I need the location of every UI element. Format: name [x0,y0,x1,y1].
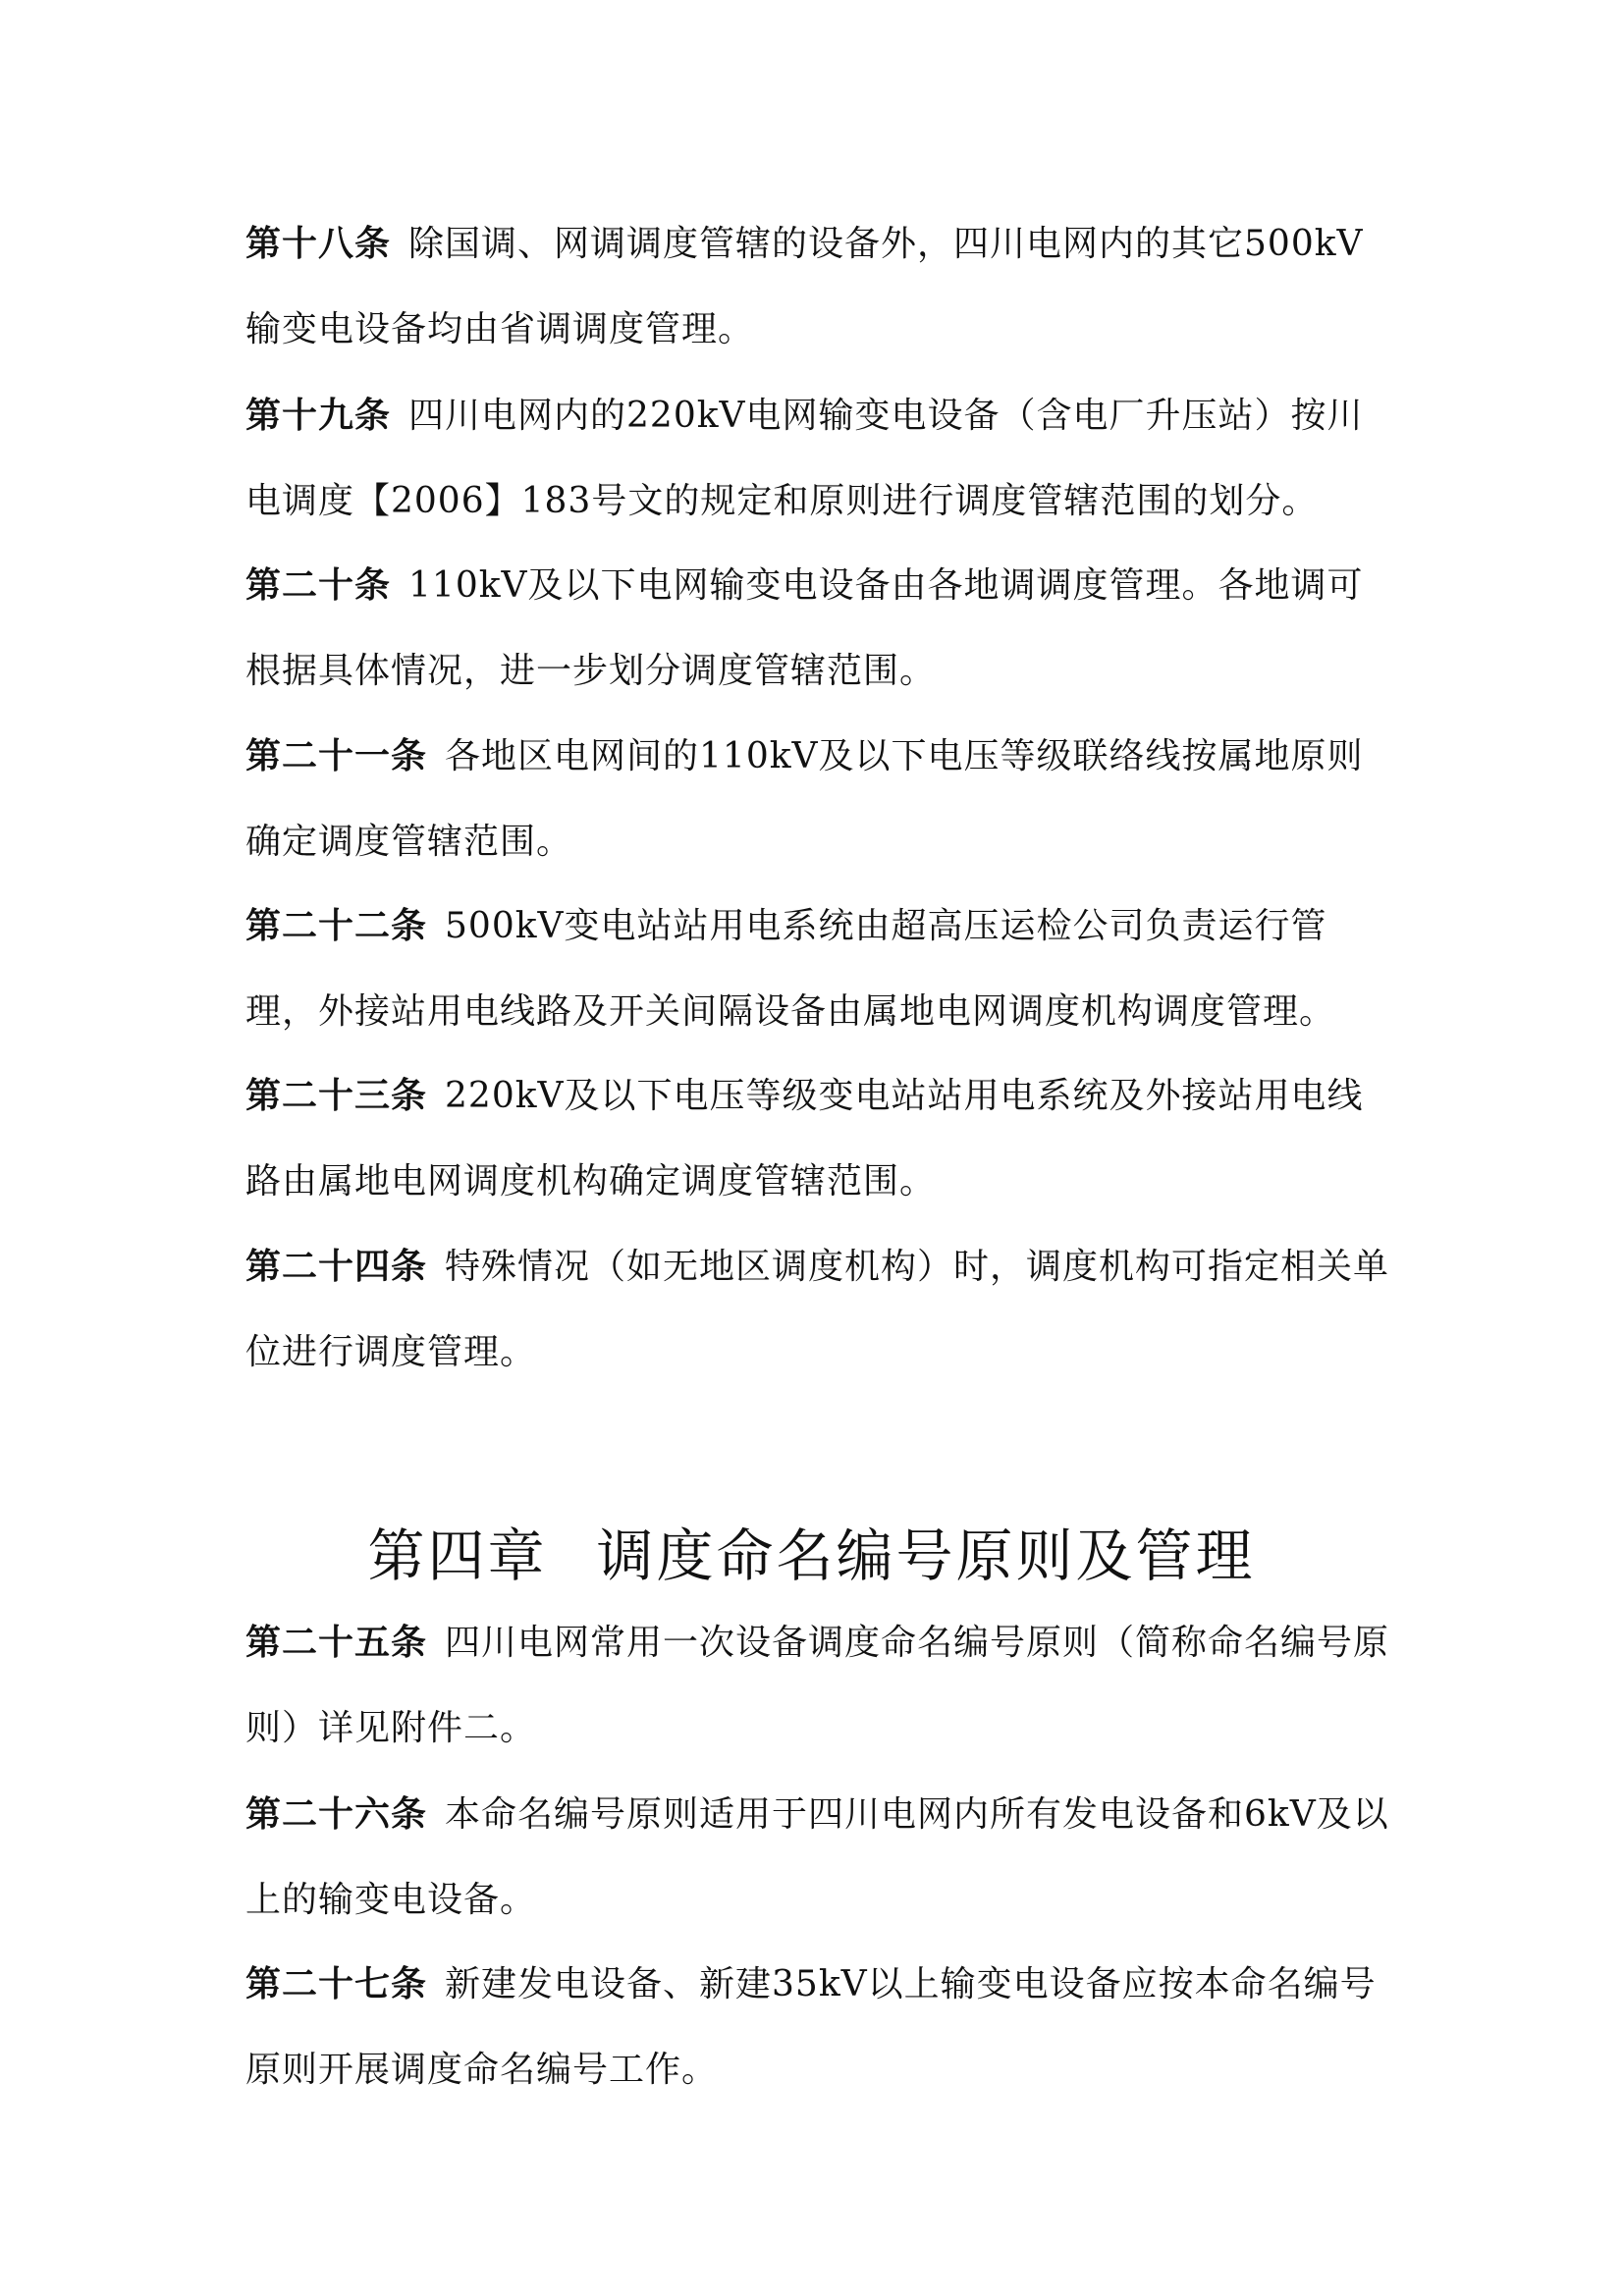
article-text: 新建发电设备、新建35kV以上输变电设备应按本命名编号原则开展调度命名编号工作。 [245,1964,1377,2090]
article-22 [245,883,1394,1054]
article-21 [245,714,1394,884]
chapter-title: 调度命名编号原则及管理 [596,1522,1256,1589]
article-number: 第二十六条 [245,1794,428,1835]
article-23 [245,1053,1394,1224]
chapter-heading [0,1517,1623,1595]
article-number: 第十九条 [245,396,392,436]
article-18 [245,201,1394,372]
article-text: 220kV及以下电压等级变电站站用电系统及外接站用电线路由属地电网调度机构确定调度管辖范围。 [245,1076,1364,1201]
article-number: 第二十七条 [245,1964,428,2004]
article-text: 本命名编号原则适用于四川电网内所有发电设备和6kV及以上的输变电设备。 [245,1794,1389,1920]
article-number: 第二十三条 [245,1076,428,1116]
article-text: 四川电网内的220kV电网输变电设备（含电厂升压站）按川电调度【2006】183号文的规定和原则进行调度管辖范围的划分。 [245,396,1364,521]
article-number: 第二十二条 [245,906,428,946]
article-text: 110kV及以下电网输变电设备由各地调调度管理。各地调可根据具体情况，进一步划分调度管辖范围。 [245,565,1364,691]
article-number: 第二十五条 [245,1623,428,1663]
article-text: 除国调、网调调度管辖的设备外，四川电网内的其它500kV输变电设备均由省调调度管理。 [245,224,1364,349]
article-text: 500kV变电站站用电系统由超高压运检公司负责运行管理，外接站用电线路及开关间隔设备由属地电网调度机构调度管理。 [245,906,1336,1032]
article-number: 第十八条 [245,224,392,264]
article-number: 第二十条 [245,565,392,606]
article-25 [245,1600,1394,1771]
article-19 [245,373,1394,544]
article-text: 各地区电网间的110kV及以下电压等级联络线按属地原则确定调度管辖范围。 [245,736,1364,862]
article-number: 第二十一条 [245,736,428,776]
article-24 [245,1224,1394,1395]
article-text: 四川电网常用一次设备调度命名编号原则（简称命名编号原则）详见附件二。 [245,1623,1390,1748]
article-27 [245,1942,1394,2112]
chapter-number: 第四章 [367,1522,548,1589]
article-26 [245,1772,1394,1943]
article-number: 第二十四条 [245,1247,428,1287]
article-20 [245,543,1394,714]
article-text: 特殊情况（如无地区调度机构）时，调度机构可指定相关单位进行调度管理。 [245,1247,1390,1372]
